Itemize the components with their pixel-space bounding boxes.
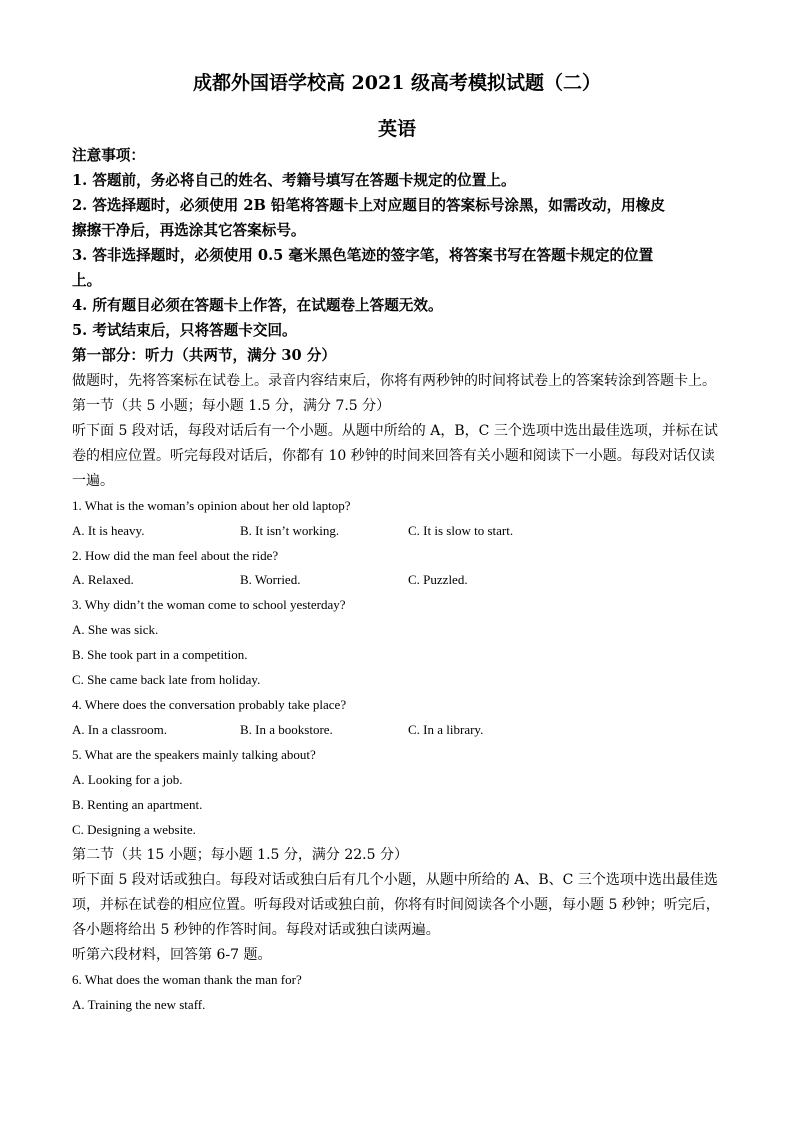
- section2-instruction: 听下面 5 段对话或独白。每段对话或独白后有几个小题，从题中所给的 A、B、C 三个选项中选出最佳选: [72, 872, 718, 888]
- option-b: B. Worried.: [240, 572, 301, 587]
- option-a: A. She was sick.: [72, 622, 159, 637]
- section1-instruction: 听下面 5 段对话，每段对话后有一个小题。从题中所给的 A，B，C 三个选项中选出最佳选项，并标在试: [72, 423, 718, 439]
- section2-heading: 第二节（共 15 小题；每小题 1.5 分，满分 22.5 分）: [72, 847, 408, 863]
- option-a: A. In a classroom.: [72, 722, 167, 737]
- option-c: C. Designing a website.: [72, 822, 196, 837]
- question-stem: 3. Why didn’t the woman come to school yesterday?: [72, 597, 346, 612]
- question-stem: 1. What is the woman’s opinion about her old laptop?: [72, 498, 351, 513]
- option-b: B. Renting an apartment.: [72, 797, 203, 812]
- question-stem: 2. How did the man feel about the ride?: [72, 548, 279, 563]
- section2-instruction: 项，并标在试卷的相应位置。听每段对话或独白前，你将有时间阅读各个小题，每小题 5 秒钟；听完后，: [72, 897, 720, 913]
- option-b: B. In a bookstore.: [240, 722, 333, 737]
- option-c: C. She came back late from holiday.: [72, 672, 261, 687]
- subject-title: 英语: [377, 118, 416, 140]
- option-b: B. She took part in a competition.: [72, 647, 248, 662]
- option-c: C. Puzzled.: [408, 572, 468, 587]
- option-b: B. It isn’t working.: [240, 523, 340, 538]
- section2-instruction: 各小题将给出 5 秒钟的作答时间。每段对话或独白读两遍。: [72, 922, 440, 938]
- notice-item: 上。: [72, 272, 102, 289]
- option-c: C. In a library.: [408, 722, 484, 737]
- part1-heading: 第一部分：听力（共两节，满分 30 分）: [72, 347, 336, 364]
- notice-item: 4. 所有题目必须在答题卡上作答，在试题卷上答题无效。: [72, 297, 443, 314]
- section1-heading: 第一节（共 5 小题；每小题 1.5 分，满分 7.5 分）: [72, 398, 391, 414]
- notice-item: 1. 答题前，务必将自己的姓名、考籍号填写在答题卡规定的位置上。: [72, 172, 516, 189]
- option-a: A. It is heavy.: [72, 523, 145, 538]
- section1-instruction: 一遍。: [72, 473, 114, 489]
- option-a: A. Training the new staff.: [72, 997, 206, 1012]
- section1-instruction: 卷的相应位置。听完每段对话后，你都有 10 秒钟的时间来回答有关小题和阅读下一小题。每段对话仅读: [72, 448, 715, 464]
- question-stem: 5. What are the speakers mainly talking about?: [72, 747, 316, 762]
- question-stem: 6. What does the woman thank the man for?: [72, 972, 302, 987]
- notice-item: 5. 考试结束后，只将答题卡交回。: [72, 322, 297, 339]
- material-note: 听第六段材料，回答第 6-7 题。: [72, 947, 272, 963]
- option-a: A. Looking for a job.: [72, 772, 183, 787]
- notice-item: 3. 答非选择题时，必须使用 0.5 毫米黑色笔迹的签字笔，将答案书写在答题卡规定的位置: [72, 247, 654, 264]
- notice-heading: 注意事项：: [72, 147, 145, 164]
- option-c: C. It is slow to start.: [408, 523, 514, 538]
- option-a: A. Relaxed.: [72, 572, 134, 587]
- notice-item: 2. 答选择题时，必须使用 2B 铅笔将答题卡上对应题目的答案标号涂黑，如需改动，用橡皮: [72, 197, 665, 214]
- notice-item: 擦擦干净后，再选涂其它答案标号。: [72, 222, 306, 239]
- part1-intro: 做题时，先将答案标在试卷上。录音内容结束后，你将有两秒钟的时间将试卷上的答案转涂到答题卡上。: [72, 373, 716, 389]
- question-stem: 4. Where does the conversation probably take place?: [72, 697, 347, 712]
- exam-title: 成都外国语学校高 2021 级高考模拟试题（二）: [192, 72, 602, 94]
